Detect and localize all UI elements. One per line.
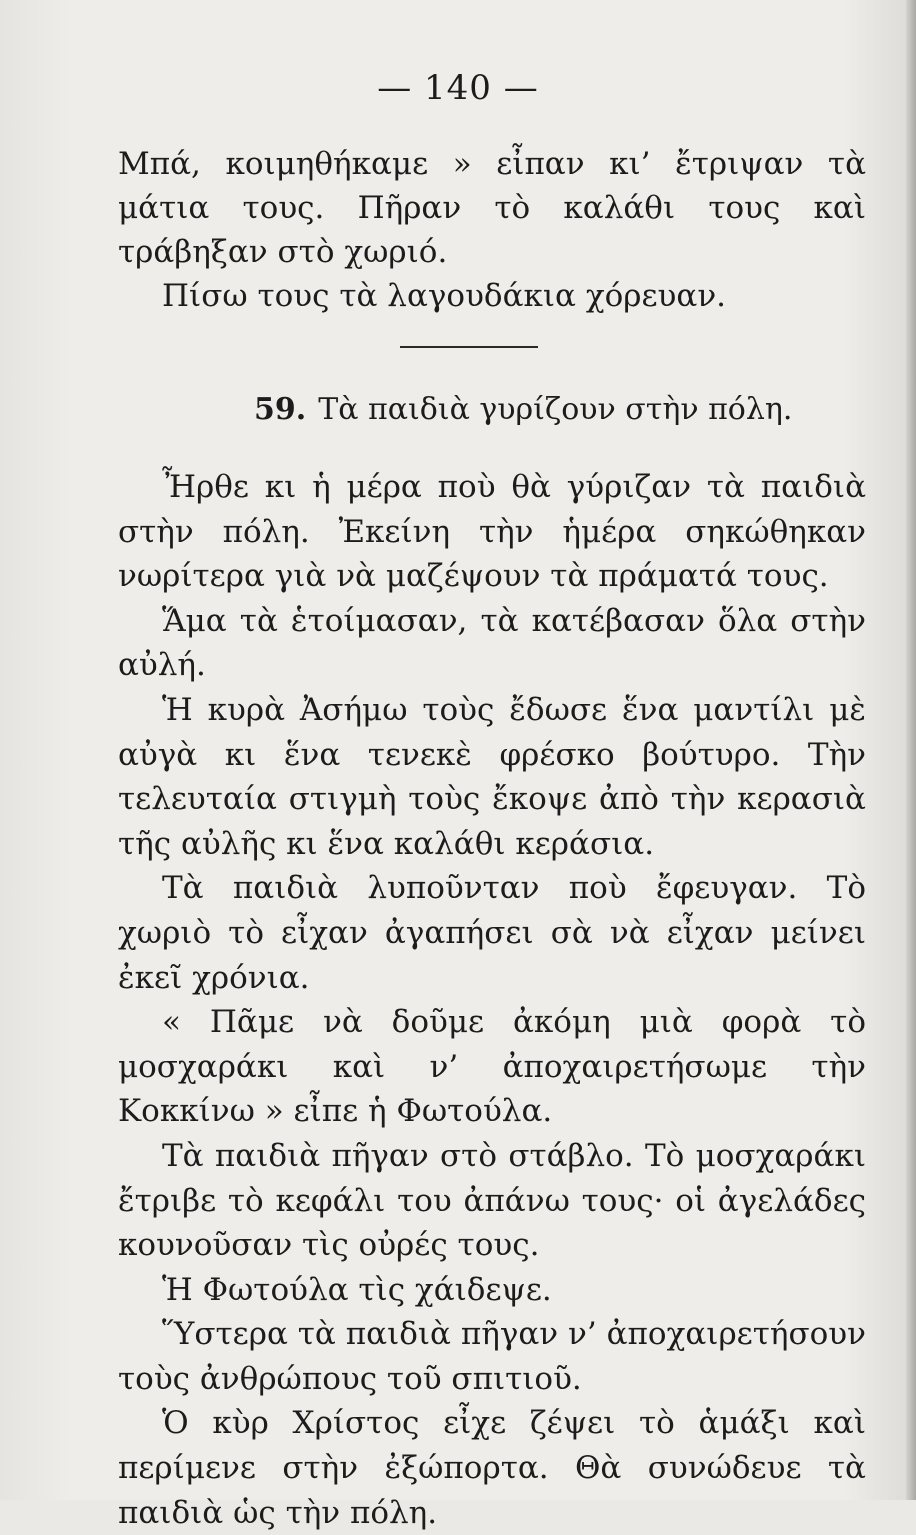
page-edge-shadow [906, 0, 916, 1500]
section-number: 59. [254, 392, 307, 427]
paragraph: Ἡ Φωτούλα τὶς χάιδεψε. [162, 1271, 552, 1308]
paragraph: Ἡ κυρὰ Ἀσήμω τοὺς ἔδωσε ἕνα μαντίλι μὲ αὐγὰ κι ἕνα τενεκὲ φρέσκο βούτυρο. Τὴν τελευταία στιγμὴ τοὺς ἔκοψε ἀπὸ τὴν κερασιὰ τῆς αὐλῆς κι ἕνα καλάθι κεράσια. [118, 691, 866, 862]
page-number: — 140 — [377, 68, 539, 108]
paragraph: Τὰ παιδιὰ πῆγαν στὸ στάβλο. Τὸ μοσχαράκι ἔτριβε τὸ κεφάλι του ἀπάνω τους· οἱ ἀγελάδες κουνοῦσαν τὶς οὐρές τους. [118, 1137, 866, 1264]
section-title: Τὰ παιδιὰ γυρίζουν στὴν πόλη. [318, 392, 793, 427]
previous-section-ending [118, 142, 866, 318]
paragraph: Τὰ παιδιὰ λυποῦνταν ποὺ ἔφευγαν. Τὸ χωριὸ τὸ εἶχαν ἀγαπήσει σὰ νὰ εἶχαν μείνει ἐκεῖ χρόνια. [118, 870, 866, 996]
paragraph: « Πᾶμε νὰ δοῦμε ἀκόμη μιὰ φορὰ τὸ μοσχαράκι καὶ ν’ ἀποχαιρετήσωμε τὴν Κοκκίνω » εἶπε ἡ Φωτούλα. [118, 1004, 866, 1130]
section-heading [254, 392, 792, 427]
paragraph: Ὁ κὺρ Χρίστος εἶχε ζέψει τὸ ἁμάξι καὶ περίμενε στὴν ἐξώπορτα. Θὰ συνώδευε τὰ παιδιὰ ὡς τὴν πόλη. [118, 1405, 866, 1531]
paragraph: Ὕστερα τὰ παιδιὰ πῆγαν ν’ ἀποχαιρετήσουν τοὺς ἀνθρώπους τοῦ σπιτιοῦ. [118, 1316, 866, 1397]
paragraph: Ἦρθε κι ἡ μέρα ποὺ θὰ γύριζαν τὰ παιδιὰ στὴν πόλη. Ἐκείνη τὴν ἡμέρα σηκώθηκαν νωρίτερα γιὰ νὰ μαζέψουν τὰ πράματά τους. [118, 469, 866, 595]
section-divider [400, 346, 538, 348]
section-body [118, 465, 866, 1535]
paragraph: Πίσω τους τὰ λαγουδάκια χόρευαν. [162, 278, 727, 314]
paragraph: Ἅμα τὰ ἑτοίμασαν, τὰ κατέβασαν ὅλα στὴν αὐλή. [118, 602, 866, 684]
paragraph: Μπά, κοιμηθήκαμε » εἶπαν κι’ ἔτριψαν τὰ μάτια τους. Πῆραν τὸ καλάθι τους καὶ τράβηξαν στὸ χωριό. [118, 146, 866, 270]
